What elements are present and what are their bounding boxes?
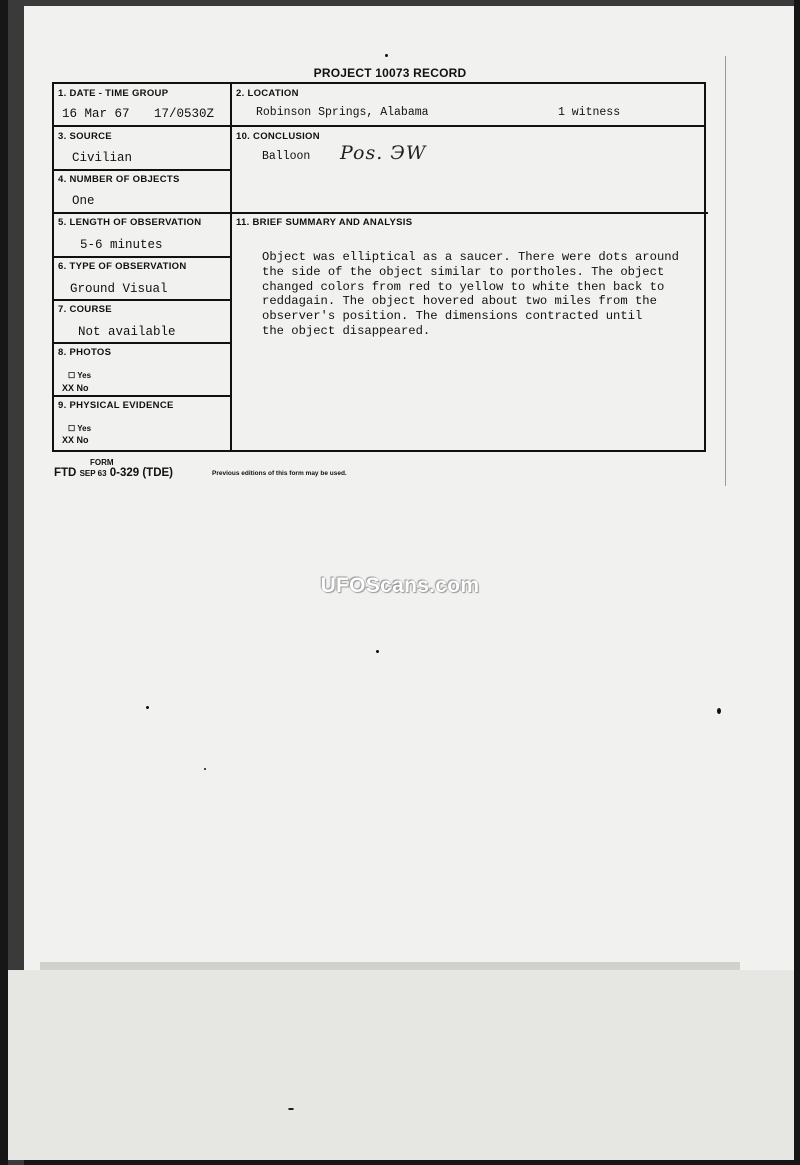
- type-of-observation-label: 6. TYPE OF OBSERVATION: [58, 261, 187, 272]
- form-code-prefix: FTD: [54, 467, 77, 479]
- form-title: PROJECT 10073 RECORD: [313, 66, 467, 80]
- time-value: 17/0530Z: [154, 107, 215, 121]
- location-value: Robinson Springs, Alabama: [256, 106, 429, 119]
- summary-line: Object was elliptical as a saucer. There were dots around: [262, 250, 679, 264]
- lower-scan-band: [8, 970, 794, 1160]
- handwritten-annotation: Pos. ЭW: [340, 142, 427, 164]
- length-of-observation-label: 5. LENGTH OF OBSERVATION: [58, 217, 202, 228]
- summary-line: observer's position. The dimensions contracted until: [262, 309, 643, 324]
- summary-line: the object disappeared.: [262, 323, 431, 338]
- source-label: 3. SOURCE: [58, 131, 112, 142]
- summary-line: reddagain. The object hovered about two miles from the: [262, 294, 657, 309]
- row-divider: [54, 169, 230, 171]
- number-of-objects-value: One: [72, 194, 95, 208]
- physical-evidence-no-checkbox: XX No: [62, 435, 89, 445]
- row-divider: [54, 256, 230, 258]
- course-value: Not available: [78, 325, 176, 339]
- row-divider: [54, 395, 230, 397]
- summary-line: the side of the object similar to portholes. The object: [262, 264, 665, 279]
- scan-speck: [385, 54, 388, 57]
- length-of-observation-value: 5-6 minutes: [80, 238, 163, 252]
- date-value: 16 Mar 67: [62, 107, 130, 121]
- scan-speck: [288, 1108, 294, 1110]
- photos-no-checkbox: XX No: [62, 383, 89, 393]
- number-of-objects-label: 4. NUMBER OF OBJECTS: [58, 174, 180, 185]
- photos-yes-checkbox: ☐ Yes: [68, 371, 92, 380]
- course-label: 7. COURSE: [58, 304, 112, 315]
- summary-line: changed colors from red to yellow to white then back to: [262, 279, 665, 294]
- physical-evidence-label: 9. PHYSICAL EVIDENCE: [58, 400, 174, 411]
- brief-summary-label: 11. BRIEF SUMMARY AND ANALYSIS: [236, 217, 413, 228]
- scan-top-edge: [8, 0, 794, 6]
- page-edge-line: [725, 56, 726, 486]
- location-label: 2. LOCATION: [236, 88, 299, 99]
- row-divider: [54, 342, 230, 344]
- brief-summary-text: [262, 250, 702, 339]
- page-bottom-edge: [40, 962, 740, 970]
- form-label: FORM: [90, 458, 114, 467]
- scan-speck: [717, 708, 721, 714]
- type-of-observation-value: Ground Visual: [70, 282, 168, 296]
- row-divider: [54, 299, 230, 301]
- photos-label: 8. PHOTOS: [58, 347, 112, 358]
- row-divider: [54, 125, 230, 127]
- column-divider: [230, 84, 232, 450]
- conclusion-value: Balloon: [262, 150, 311, 163]
- row-divider: [54, 212, 708, 214]
- form-date: SEP 63: [79, 469, 107, 478]
- form-note: Previous editions of this form may be used.: [212, 470, 347, 477]
- source-value: Civilian: [72, 151, 133, 165]
- physical-evidence-yes-checkbox: ☐ Yes: [68, 424, 92, 433]
- witness-count: 1 witness: [558, 106, 621, 119]
- scan-speck: [204, 768, 206, 770]
- form-code: [54, 467, 173, 479]
- scan-speck: [376, 650, 379, 653]
- scan-speck: [146, 706, 149, 709]
- form-number: 0-329 (TDE): [109, 467, 174, 479]
- conclusion-label: 10. CONCLUSION: [236, 131, 320, 142]
- date-time-group-label: 1. DATE - TIME GROUP: [58, 88, 169, 99]
- watermark: UFOScans.com: [320, 574, 480, 597]
- row-divider: [230, 125, 706, 127]
